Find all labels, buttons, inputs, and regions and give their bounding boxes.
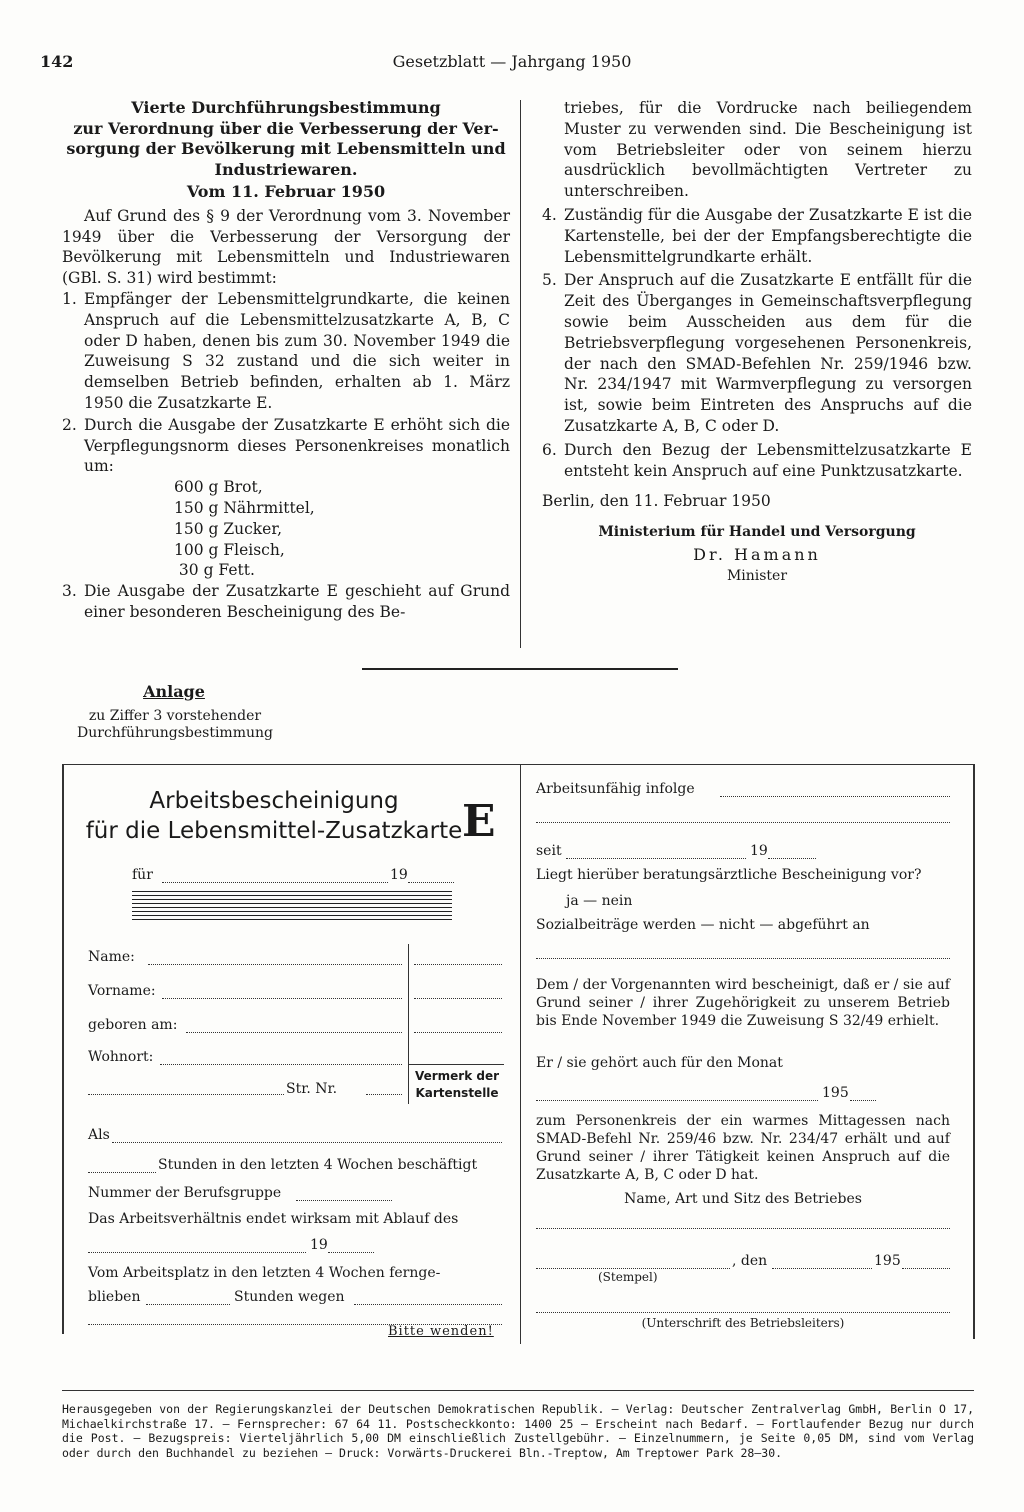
sozial-field[interactable]: [536, 958, 950, 959]
personenkreis-text: zum Personenkreis der ein warmes Mittagessen nach SMAD-Befehl Nr. 259/46 bzw. Nr. 234/47 erhält und auf Grund seiner / ihrer Tätigkeit keinen Anspruch auf die Zusatzkarte A, B, C oder D hat.: [536, 1113, 950, 1183]
signature-label: (Unterschrift des Betriebsleiters): [641, 1316, 845, 1330]
str-nr-label: Str. Nr.: [286, 1081, 338, 1097]
decree-date: Vom 11. Februar 1950: [186, 182, 386, 201]
city-date: Berlin, den 11. Februar 1950: [542, 492, 771, 511]
seit-field[interactable]: [566, 858, 746, 859]
anlage-title: Anlage: [143, 682, 205, 701]
item-3-continued: triebes, für die Vordrucke nach beiliegendem Muster zu verwenden sind. Die Bescheinigung ist vom Betriebsleiter oder von seinem hierzu ausdrücklich bevollmächtigten Vertreter zu unterschreiben.: [564, 99, 972, 201]
seit-year-field[interactable]: [768, 858, 816, 859]
form-left-border: [62, 764, 64, 1334]
betrieb-field[interactable]: [536, 1228, 950, 1229]
hatched-box: [132, 888, 452, 922]
wohnort-field[interactable]: [160, 1064, 402, 1065]
item-2: 2. Durch die Ausgabe der Zusatzkarte E erhöht sich die Verpflegungsnorm dieses Personenkreises monatlich um:: [62, 415, 510, 476]
seit-label: seit: [536, 843, 562, 859]
right-column: [542, 98, 972, 587]
signature-field[interactable]: [536, 1312, 950, 1313]
stunden-label: Stunden in den letzten 4 Wochen beschäftigt: [158, 1157, 478, 1173]
decree-title: Vierte Durchführungsbestimmung zur Verordnung über die Verbesserung der Ver- sorgung der Bevölkerung mit Lebensmitteln und Industriewaren.: [66, 98, 506, 179]
ration-amounts: 600 g Brot, 150 g Nährmittel, 150 g Zucker, 100 g Fleisch, 30 g Fett.: [174, 478, 315, 580]
ferngeblieben-label-2: blieben: [88, 1289, 141, 1305]
certificate-form: [62, 764, 974, 1345]
den-label: , den: [732, 1253, 768, 1269]
endet-year: 19: [310, 1237, 328, 1253]
arbeitsunfaehig-field[interactable]: [720, 796, 950, 797]
footer-rule: [62, 1390, 974, 1391]
endet-year-field[interactable]: [328, 1252, 374, 1253]
berufsgruppe-label: Nummer der Berufsgruppe: [88, 1185, 282, 1201]
vorname-vermerk-field[interactable]: [414, 998, 502, 999]
ja-nein-option[interactable]: ja — nein: [566, 893, 633, 909]
signer-role: Minister: [726, 567, 788, 584]
column-divider: [520, 100, 521, 648]
left-column: [62, 98, 510, 623]
signing-year-field[interactable]: [902, 1268, 950, 1269]
ferngeblieben-reason-label: Stunden wegen: [234, 1289, 345, 1305]
item-5: 5. Der Anspruch auf die Zusatzkarte E entfällt für die Zeit des Überganges in Gemeinschaftsverpflegung sowie beim Ausscheiden aus dem für die Betriebsverpflegung vorgesehenen Personenkreis, der nach den SMAD-Befehlen Nr. 259/1946 bzw. Nr. 234/1947 mit Warmverpflegung zu versorgen ist, sowie beim Eintreten des Anspruchs auf die Zusatzkarte A, B, C oder D.: [542, 271, 972, 435]
preamble: Auf Grund des § 9 der Verordnung vom 3. November 1949 über die Verbesserung der Versorgung der Bevölkerung mit Lebensmitteln und Industriewaren (GBl. S. 31) wird bestimmt:: [62, 206, 510, 288]
anlage-text: zu Ziffer 3 vorstehender Durchführungsbestimmung: [77, 708, 273, 741]
item-1: 1. Empfänger der Lebensmittelgrundkarte, die keinen Anspruch auf die Lebensmittelzusatzkarte A, B, C oder D haben, denen bis zum 30. November 1949 die Zuweisung S 32 zustand und die sich weiter in demselben Betrieb befinden, erhalten ab 1. März 1950 die Zusatzkarte E.: [62, 289, 510, 412]
geboren-field[interactable]: [186, 1032, 402, 1033]
name-label: Name:: [88, 949, 135, 965]
fuer-label: für: [132, 867, 153, 883]
gehoert-year: 195: [822, 1085, 849, 1101]
als-field[interactable]: [112, 1142, 502, 1143]
bescheinigt-text: Dem / der Vorgenannten wird bescheinigt, daß er / sie auf Grund seiner / ihrer Zugehörigkeit zu unserem Betrieb bis Ende November 1949 die Zuweisung S 32/49 erhielt.: [536, 977, 950, 1029]
ministry: Ministerium für Handel und Versorgung: [598, 524, 916, 541]
ferngeblieben-hours-field[interactable]: [146, 1304, 230, 1305]
geboren-label: geboren am:: [88, 1017, 178, 1033]
fuer-field[interactable]: [162, 882, 388, 883]
signer-name: Dr. Hamann: [693, 544, 821, 564]
als-label: Als: [88, 1127, 110, 1143]
stamp-label: (Stempel): [598, 1270, 658, 1284]
ferngeblieben-label-1: Vom Arbeitsplatz in den letzten 4 Wochen fernge-: [88, 1265, 441, 1281]
arbeitsunfaehig-field-2[interactable]: [536, 822, 950, 823]
place-field[interactable]: [536, 1268, 730, 1269]
form-letter-e: E: [462, 796, 496, 847]
fuer-year-field[interactable]: [408, 882, 454, 883]
form-title: Arbeitsbescheinigung für die Lebensmittel-Zusatzkarte: [85, 788, 463, 844]
str-nr-field[interactable]: [366, 1094, 402, 1095]
berufsgruppe-field[interactable]: [296, 1200, 392, 1201]
vermerk-box-divider: [408, 944, 409, 1104]
section-rule: [362, 668, 678, 670]
geboren-vermerk-field[interactable]: [414, 1032, 502, 1033]
beratung-label: Liegt hierüber beratungsärztliche Bescheinigung vor?: [536, 867, 922, 883]
item-4: 4. Zuständig für die Ausgabe der Zusatzkarte E ist die Kartenstelle, bei der der Empfangsberechtigte die Lebensmittelgrundkarte erhält.: [542, 205, 972, 266]
endet-field[interactable]: [88, 1252, 306, 1253]
seit-year: 19: [750, 843, 768, 859]
date-field[interactable]: [772, 1268, 872, 1269]
stunden-field[interactable]: [88, 1172, 156, 1173]
name-vermerk-field[interactable]: [414, 964, 502, 965]
fuer-year: 19: [390, 867, 408, 883]
turn-over-note: Bitte wenden!: [388, 1324, 494, 1339]
arbeitsunfaehig-label: Arbeitsunfähig infolge: [536, 781, 695, 797]
form-divider: [520, 764, 521, 1344]
sozial-label: Sozialbeiträge werden — nicht — abgeführt an: [536, 917, 870, 933]
name-field[interactable]: [148, 964, 402, 965]
gehoert-year-field[interactable]: [850, 1100, 876, 1101]
form-right-border: [973, 764, 975, 1339]
signing-year: 195: [874, 1253, 901, 1269]
ferngeblieben-reason-field[interactable]: [354, 1304, 502, 1305]
vorname-label: Vorname:: [88, 983, 156, 999]
gehoert-field[interactable]: [536, 1100, 818, 1101]
betrieb-label: Name, Art und Sitz des Betriebes: [624, 1191, 862, 1207]
vermerk-rule: [408, 1064, 504, 1065]
street-field[interactable]: [88, 1094, 284, 1095]
vermerk-label: Vermerk der Kartenstelle: [414, 1069, 500, 1100]
wohnort-label: Wohnort:: [88, 1049, 154, 1065]
endet-label: Das Arbeitsverhältnis endet wirksam mit Ablauf des: [88, 1211, 459, 1227]
gehoert-label: Er / sie gehört auch für den Monat: [536, 1055, 783, 1071]
item-6: 6. Durch den Bezug der Lebensmittelzusatzkarte E entsteht kein Anspruch auf eine Punktzusatzkarte.: [542, 440, 972, 480]
publisher-footer: Herausgegeben von der Regierungskanzlei der Deutschen Demokratischen Republik. — Verlag: Deutscher Zentralverlag GmbH, Berlin O 17, Michaelkirchstraße 17. — Fernsprecher: 67 64 11. Postscheckkonto: 1400 25 — Erscheint nach Bedarf. — Fortlaufender Bezug nur durch die Post. — Bezugspreis: Vierteljährlich 5,00 DM einschließlich Zustellgebühr. — Einzelnummern, je Seite 0,05 DM, sind vom Verlag oder durch den Buchhandel zu beziehen — Druck: Vorwärts-Druckerei Bln.-Treptow, Am Treptower Park 28—30.: [62, 1402, 974, 1460]
item-3: 3. Die Ausgabe der Zusatzkarte E geschieht auf Grund einer besonderen Bescheinigung des Be-: [62, 582, 510, 621]
gazette-header: Gesetzblatt — Jahrgang 1950: [392, 52, 632, 71]
page-number: 142: [40, 52, 74, 71]
vorname-field[interactable]: [162, 998, 402, 999]
